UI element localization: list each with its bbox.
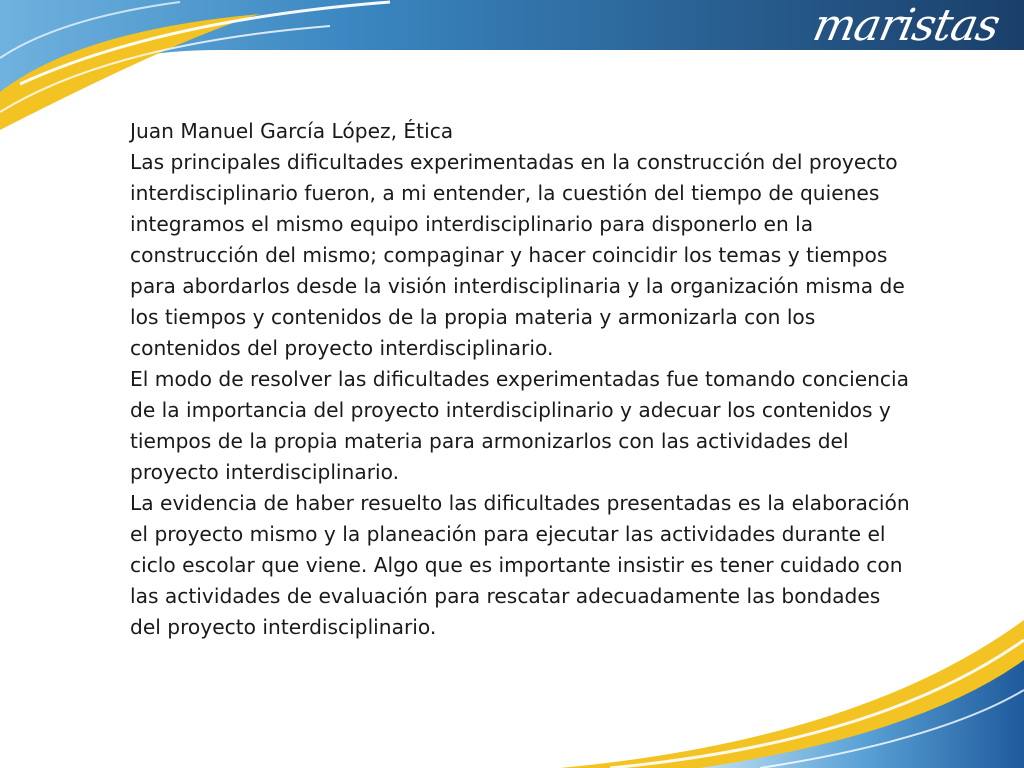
paragraph-resolution: El modo de resolver las dificultades experimentadas fue tomando conciencia de la importancia del proyecto interdisciplinario y adecuar los contenidos y tiempos de la propia materia para armonizarlos con las actividades del proyecto interdisciplinario. bbox=[130, 367, 909, 484]
slide-body bbox=[130, 116, 910, 643]
slide-title: Juan Manuel García López, Ética bbox=[130, 119, 454, 143]
maristas-logo: maristas bbox=[808, 0, 1004, 51]
paragraph-evidence: La evidencia de haber resuelto las dificultades presentadas es la elaboración el proyecto mismo y la planeación para ejecutar las actividades durante el ciclo escolar que viene. Algo que es importante insistir es tener cuidado con las actividades de evaluación para rescatar adecuadamente las bondades del proyecto interdisciplinario. bbox=[130, 491, 910, 639]
paragraph-difficulties: Las principales dificultades experimentadas en la construcción del proyecto interdisciplinario fueron, a mi entender, la cuestión del tiempo de quienes integramos el mismo equipo interdisciplinario para disponerlo en la construcción del mismo; compaginar y hacer coincidir los temas y tiempos para abordarlos desde la visión interdisciplinaria y la organización misma de los tiempos y contenidos de la propia materia y armonizarla con los contenidos del proyecto interdisciplinario. bbox=[130, 150, 905, 360]
